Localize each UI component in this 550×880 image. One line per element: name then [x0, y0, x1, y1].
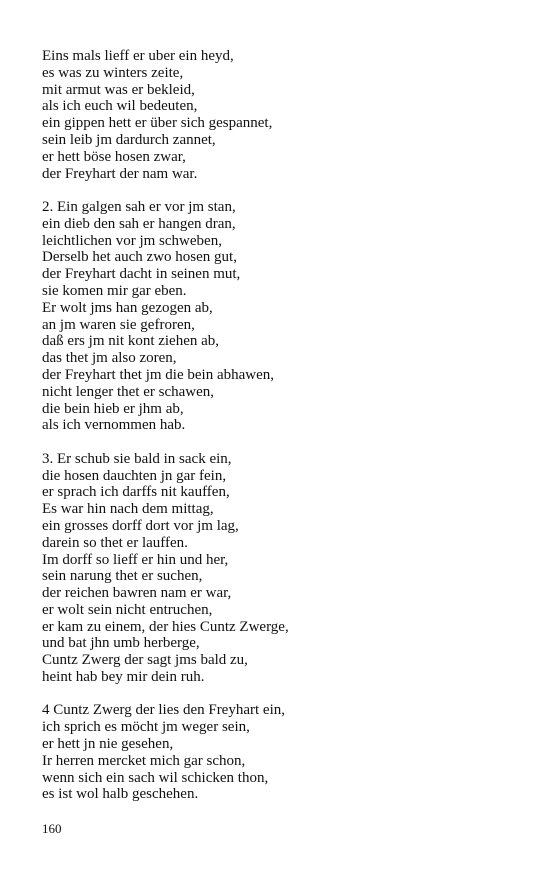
page-number: 160 [42, 821, 62, 836]
verse-line: Derselb het auch zwo hosen gut, [42, 249, 237, 266]
verse-line: er hett böse hosen zwar, [42, 148, 186, 165]
stanza-4 [42, 702, 522, 803]
verse-line: 2. Ein galgen sah er vor jm stan, [42, 198, 236, 215]
verse-line: als ich vernommen hab. [42, 417, 186, 434]
verse-line: er kam zu einem, der hies Cuntz Zwerge, [42, 618, 289, 635]
verse-line: der Freyhart thet jm die bein abhawen, [42, 366, 275, 383]
verse-line: ein dieb den sah er hangen dran, [42, 215, 236, 232]
verse-line: 4 Cuntz Zwerg der lies den Freyhart ein, [42, 702, 285, 719]
verse-line: wenn sich ein sach wil schicken thon, [42, 769, 269, 786]
stanza-2 [42, 199, 522, 434]
verse-line: ich sprich es möcht jm weger sein, [42, 719, 250, 736]
verse-line: er wolt sein nicht entruchen, [42, 601, 213, 618]
verse-line: es ist wol halb geschehen. [42, 786, 199, 803]
stanza-3 [42, 451, 522, 686]
verse-line: heint hab bey mir dein ruh. [42, 669, 205, 686]
verse-line: Im dorff so lieff er hin und her, [42, 551, 229, 568]
verse-line: der reichen bawren nam er war, [42, 585, 232, 602]
verse-line: 3. Er schub sie bald in sack ein, [42, 450, 232, 467]
verse-line: die bein hieb er jhm ab, [42, 400, 184, 417]
verse-line: er sprach ich darffs nit kauffen, [42, 484, 230, 501]
verse-line: die hosen dauchten jn gar fein, [42, 467, 227, 484]
verse-line: das thet jm also zoren, [42, 350, 177, 367]
verse-line: ein grosses dorff dort vor jm lag, [42, 517, 239, 534]
verse-line: der Freyhart der nam war. [42, 165, 198, 182]
verse-line: mit armut was er bekleid, [42, 81, 195, 98]
verse-line: Er wolt jms han gezogen ab, [42, 299, 213, 316]
verse-line: sie komen mir gar eben. [42, 282, 187, 299]
verse-line: leichtlichen vor jm schweben, [42, 232, 222, 249]
verse-line: es was zu winters zeite, [42, 64, 184, 81]
verse-line: der Freyhart dacht in seinen mut, [42, 266, 241, 283]
verse-line: an jm waren sie gefroren, [42, 316, 195, 333]
verse-line: Eins mals lieff er uber ein heyd, [42, 48, 234, 64]
poem-body [42, 48, 522, 820]
verse-line: Cuntz Zwerg der sagt jms bald zu, [42, 652, 248, 669]
verse-line: als ich euch wil bedeuten, [42, 98, 198, 115]
verse-line: ein gippen hett er über sich gespannet, [42, 115, 273, 132]
verse-line: daß ers jm nit kont ziehen ab, [42, 333, 220, 350]
verse-line: sein narung thet er suchen, [42, 568, 203, 585]
verse-line: nicht lenger thet er schawen, [42, 383, 215, 400]
verse-line: Es war hin nach dem mittag, [42, 501, 214, 518]
verse-line: darein so thet er lauffen. [42, 534, 188, 551]
verse-line: und bat jhn umb herberge, [42, 635, 200, 652]
verse-line: Ir herren mercket mich gar schon, [42, 752, 246, 769]
verse-line: sein leib jm dardurch zannet, [42, 131, 216, 148]
verse-line: er hett jn nie gesehen, [42, 736, 174, 753]
stanza-1 [42, 48, 522, 182]
